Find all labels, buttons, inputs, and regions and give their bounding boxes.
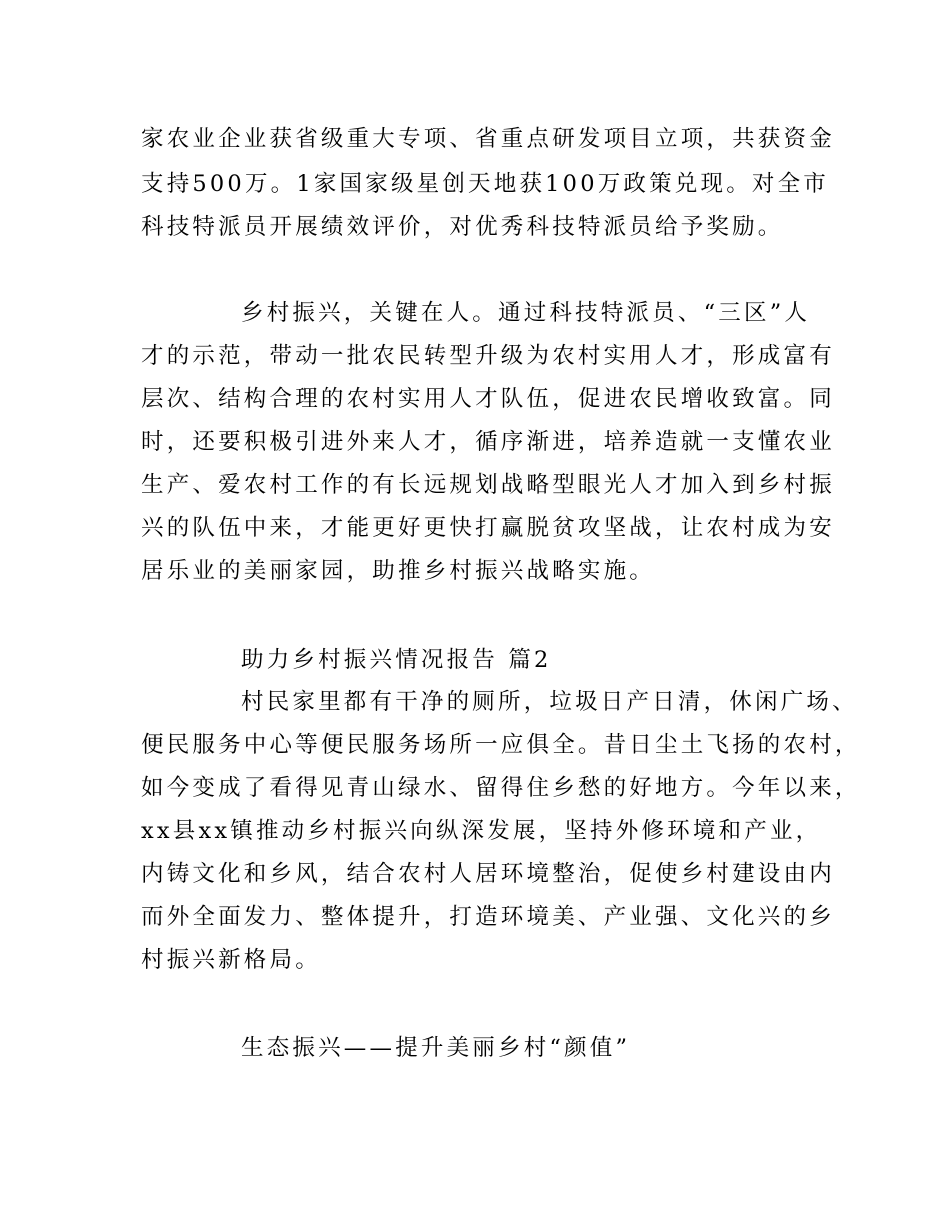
text-line: 生产、爱农村工作的有长远规划战略型眼光人才加入到乡村振 (141, 472, 835, 498)
text-line: 家农业企业获省级重大专项、省重点研发项目立项，共获资金 (141, 126, 835, 152)
text-line: 时，还要积极引进外来人才，循序渐进，培养造就一支懂农业 (141, 429, 835, 455)
text-line: 兴的队伍中来，才能更好更快打赢脱贫攻坚战，让农村成为安 (141, 515, 835, 541)
text-line: xx县xx镇推动乡村振兴向纵深发展，坚持外修环境和产业， (141, 818, 822, 844)
text-line: 支持500万。1家国家级星创天地获100万政策兑现。对全市 (141, 171, 830, 197)
subsection-heading: 生态振兴——提升美丽乡村“颜值” (241, 1035, 631, 1061)
text-line: 村振兴新格局。 (141, 947, 321, 973)
paragraph-first-line: 乡村振兴，关键在人。通过科技特派员、“三区”人 (241, 300, 811, 326)
text-line: 才的示范，带动一批农民转型升级为农村实用人才，形成富有 (141, 343, 835, 369)
text-line: 便民服务中心等便民服务场所一应俱全。昔日尘土飞扬的农村， (141, 732, 861, 758)
text-line: 居乐业的美丽家园，助推乡村振兴战略实施。 (141, 558, 656, 584)
text-line: 科技特派员开展绩效评价，对优秀科技特派员给予奖励。 (141, 214, 784, 240)
text-line: 如今变成了看得见青山绿水、留得住乡愁的好地方。今年以来， (141, 775, 861, 801)
text-line: 层次、结构合理的农村实用人才队伍，促进农民增收致富。同 (141, 386, 835, 412)
section-heading: 助力乡村振兴情况报告 篇2 (241, 647, 552, 673)
text-line: 而外全面发力、整体提升，打造环境美、产业强、文化兴的乡 (141, 904, 835, 930)
text-line: 内铸文化和乡风，结合农村人居环境整治，促使乡村建设由内 (141, 861, 835, 887)
paragraph-first-line: 村民家里都有干净的厕所，垃圾日产日清，休闲广场、 (241, 689, 858, 715)
